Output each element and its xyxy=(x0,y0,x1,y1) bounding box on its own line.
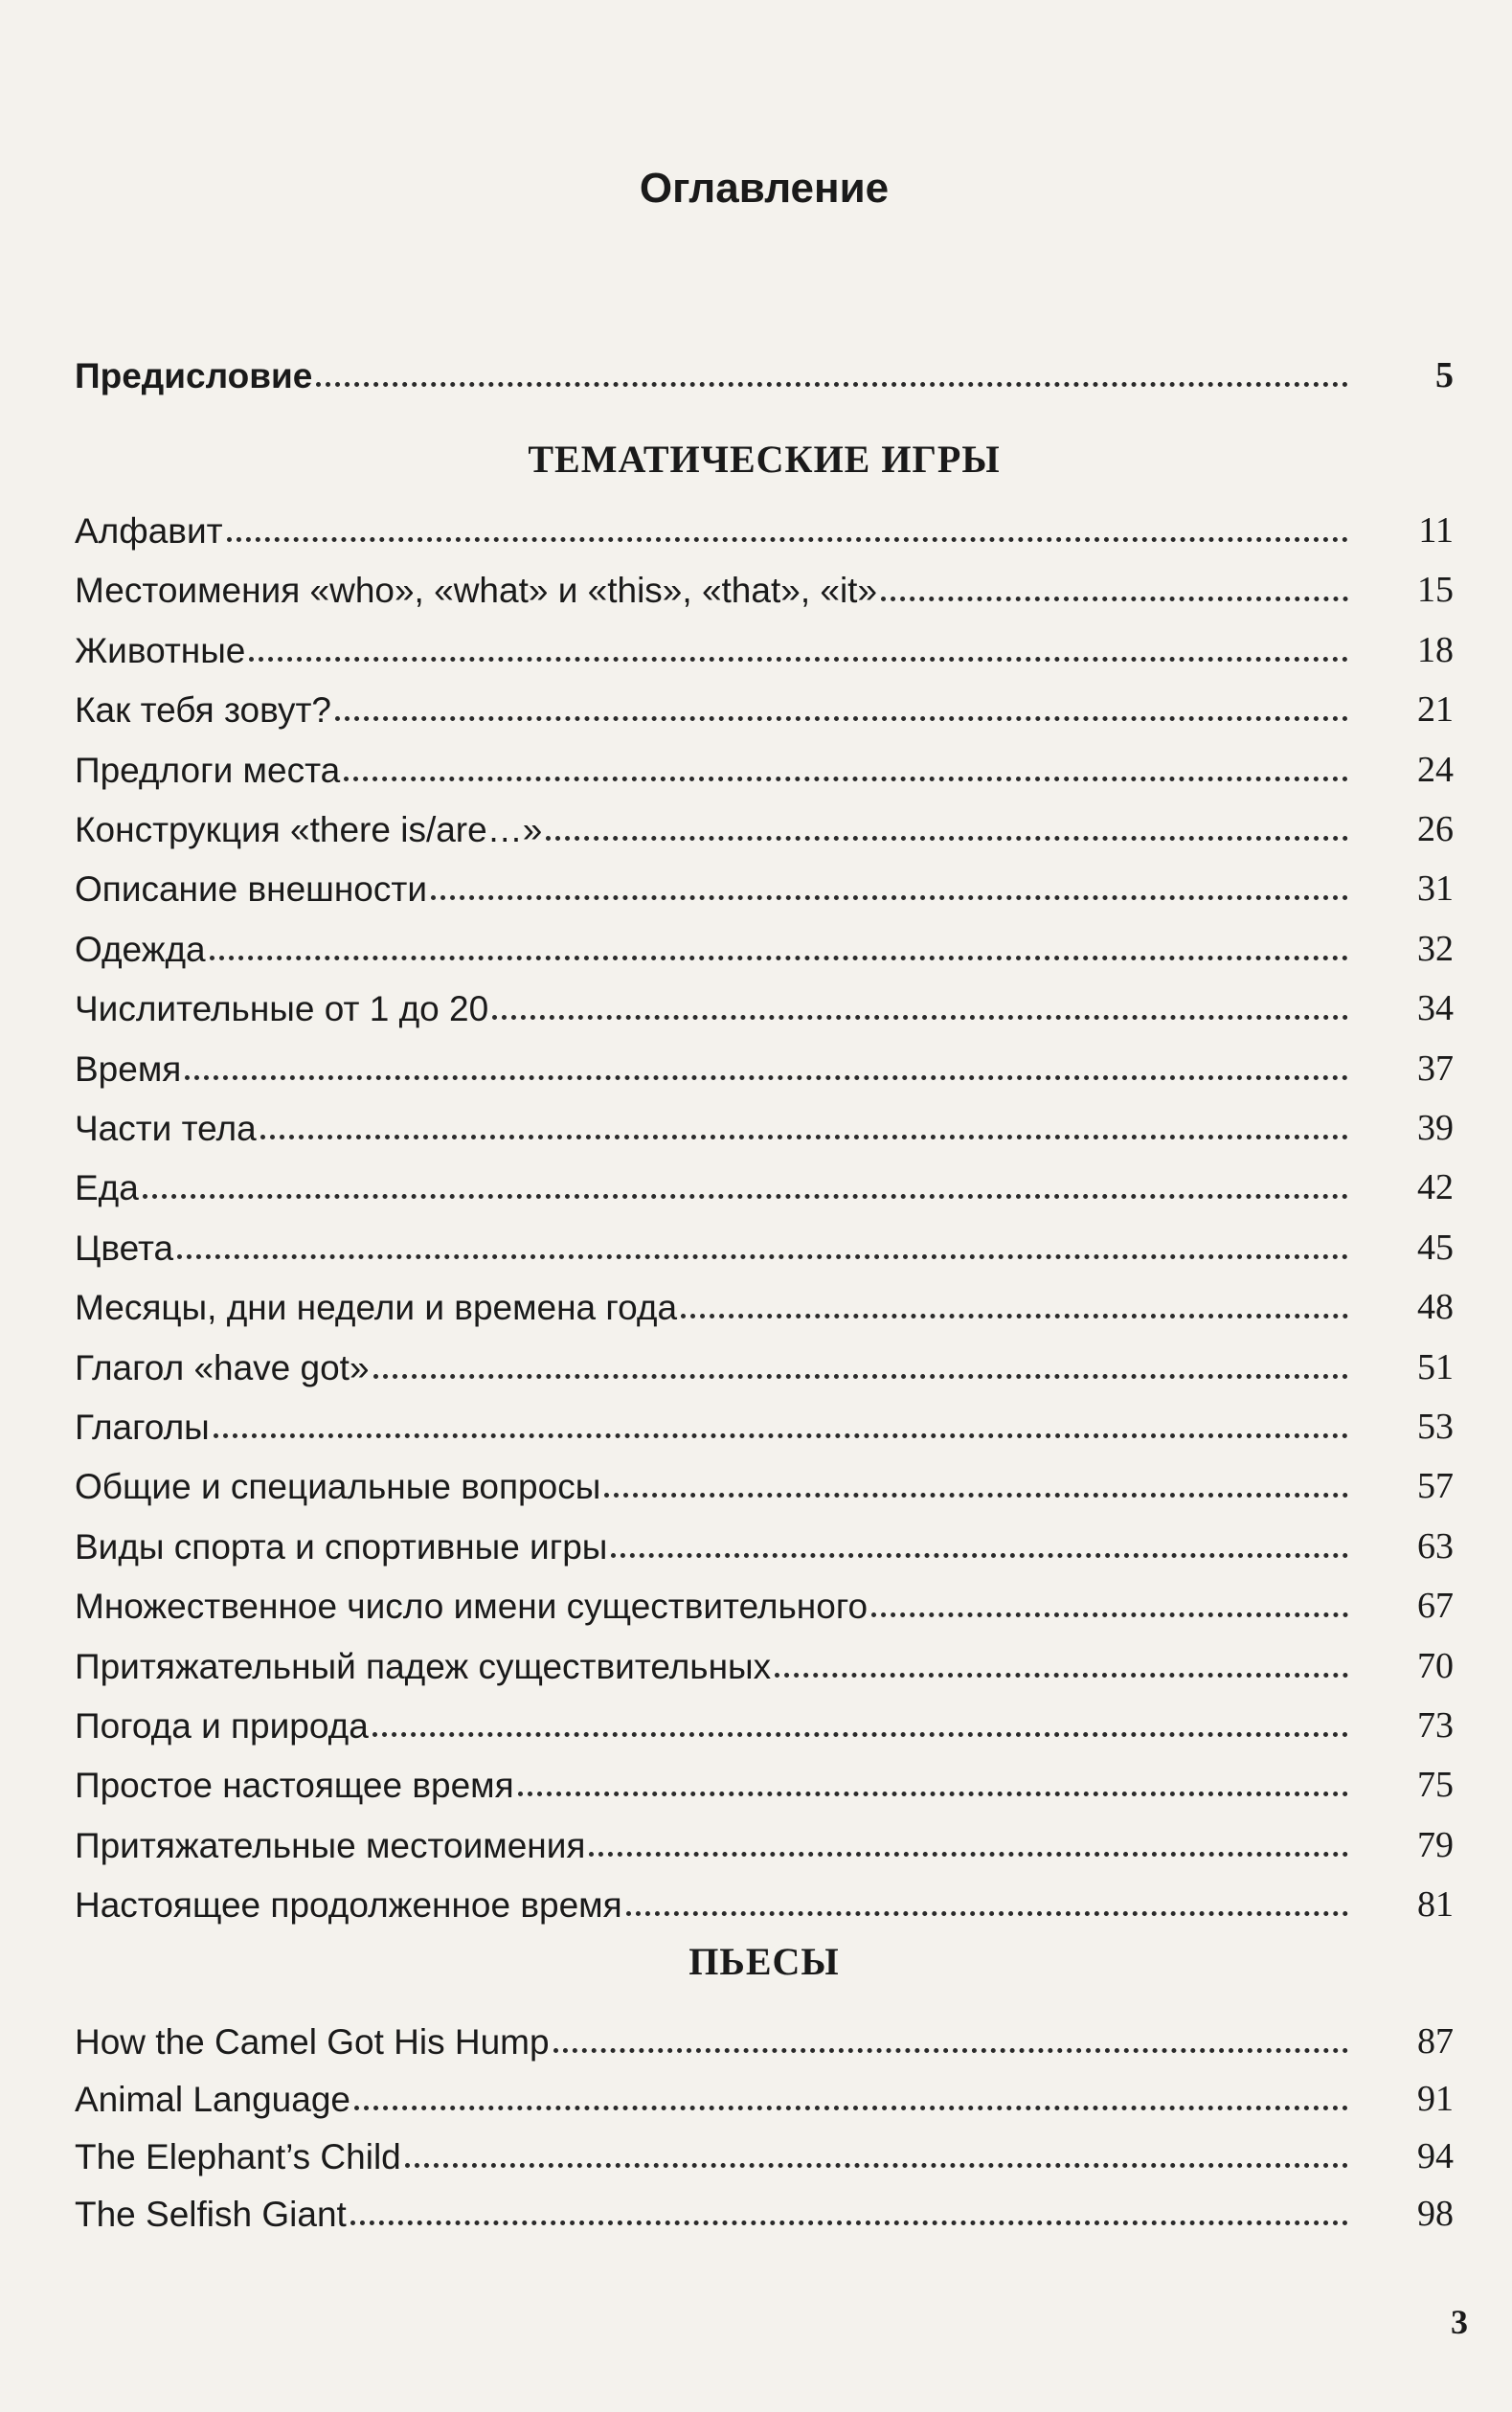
toc-entry-page: 75 xyxy=(1417,1765,1454,1806)
toc-entry-page: 91 xyxy=(1417,2079,1454,2119)
toc-entry xyxy=(75,1388,1454,1448)
toc-leader-dots xyxy=(405,2163,1348,2168)
toc-entry xyxy=(75,1448,1454,1507)
toc-entry-page: 18 xyxy=(1417,629,1454,670)
toc-entry-label: Притяжательный падеж существительных xyxy=(75,1646,772,1686)
toc-entry-label: Части тела xyxy=(75,1109,257,1148)
toc-entry xyxy=(75,2175,1454,2235)
toc-entry xyxy=(75,1687,1454,1747)
toc-leader-dots xyxy=(177,1254,1348,1259)
toc-entry xyxy=(75,850,1454,910)
toc-entry-label: How the Camel Got His Hump xyxy=(75,2022,550,2062)
toc-entry-label: Месяцы, дни недели и времена года xyxy=(75,1288,678,1328)
toc-entry xyxy=(75,970,1454,1029)
toc-entry-page: 21 xyxy=(1417,689,1454,731)
toc-entry-label: Описание внешности xyxy=(75,869,427,910)
toc-leader-dots xyxy=(626,1911,1348,1916)
toc-entry xyxy=(75,2061,1454,2120)
toc-entry xyxy=(75,1329,1454,1388)
toc-entry-page: 11 xyxy=(1418,510,1454,551)
toc-entry-page: 53 xyxy=(1417,1407,1454,1447)
toc-entry-page: 39 xyxy=(1417,1108,1454,1148)
toc-entry-page: 45 xyxy=(1417,1227,1454,1268)
toc-entry-page: 70 xyxy=(1417,1645,1454,1686)
toc-entry-label: Местоимения «who», «what» и «this», «that», «it» xyxy=(75,571,878,611)
toc-entry-label: Погода и природа xyxy=(75,1706,369,1746)
toc-leader-dots xyxy=(260,1135,1348,1139)
toc-entry-label: The Selfish Giant xyxy=(75,2195,347,2234)
toc-entry-label: Animal Language xyxy=(75,2080,350,2119)
toc-leader-dots xyxy=(227,537,1348,542)
toc-leader-dots xyxy=(372,1732,1348,1737)
toc-entry-page: 94 xyxy=(1417,2136,1454,2176)
toc-entry xyxy=(75,2003,1454,2063)
toc-entry-page: 15 xyxy=(1417,570,1454,611)
page-title: Оглавление xyxy=(639,165,890,212)
toc-entry-page: 31 xyxy=(1417,868,1454,910)
toc-entry xyxy=(75,1030,1454,1090)
toc-entry-page: 26 xyxy=(1417,809,1454,849)
toc-entry-page: 87 xyxy=(1417,2021,1454,2062)
toc-entry-label: Притяжательные местоимения xyxy=(75,1825,586,1865)
toc-leader-dots xyxy=(373,1374,1348,1379)
toc-entry xyxy=(75,1508,1454,1567)
section-heading: ТЕМАТИЧЕСКИЕ ИГРЫ xyxy=(528,438,1001,481)
toc-entry xyxy=(75,2118,1454,2177)
toc-leader-dots xyxy=(611,1553,1348,1558)
toc-entry xyxy=(75,1628,1454,1687)
toc-entry-page: 48 xyxy=(1417,1287,1454,1328)
toc-leader-dots xyxy=(316,382,1348,387)
toc-entry xyxy=(75,671,1454,731)
toc-entry xyxy=(75,612,1454,671)
section-heading: ПЬЕСЫ xyxy=(688,1940,840,1983)
toc-entry-label: Время xyxy=(75,1048,182,1089)
toc-entry-label: The Elephant’s Child xyxy=(75,2137,401,2176)
toc-leader-dots xyxy=(344,777,1348,781)
toc-entry-label: Как тебя зовут? xyxy=(75,690,331,731)
toc-entry-label: Глаголы xyxy=(75,1408,210,1447)
toc-leader-dots xyxy=(210,956,1348,960)
toc-entry xyxy=(75,1807,1454,1866)
toc-leader-dots xyxy=(546,836,1348,841)
toc-entry-page: 34 xyxy=(1417,988,1454,1029)
toc-leader-dots xyxy=(214,1433,1348,1438)
toc-leader-dots xyxy=(354,2106,1348,2110)
toc-leader-dots xyxy=(431,895,1348,900)
toc-leader-dots xyxy=(681,1314,1348,1319)
toc-leader-dots xyxy=(604,1493,1348,1498)
toc-entry-label: Животные xyxy=(75,630,246,670)
toc-leader-dots xyxy=(335,716,1348,721)
toc-leader-dots xyxy=(881,597,1348,601)
toc-entry-page: 67 xyxy=(1417,1586,1454,1627)
toc-leader-dots xyxy=(518,1792,1348,1796)
toc-entry-label: Еда xyxy=(75,1168,139,1208)
toc-entry-page: 81 xyxy=(1417,1884,1454,1926)
toc-entry-label: Простое настоящее время xyxy=(75,1766,514,1806)
toc-entry-label: Конструкция «there is/are…» xyxy=(75,810,543,849)
toc-entry-page: 5 xyxy=(1435,355,1454,395)
toc-entry-label: Глагол «have got» xyxy=(75,1347,370,1387)
toc-leader-dots xyxy=(553,2048,1348,2053)
toc-entry-label: Цвета xyxy=(75,1228,174,1268)
toc-entry-page: 37 xyxy=(1417,1048,1454,1089)
toc-entry xyxy=(75,1567,1454,1627)
toc-entry-page: 32 xyxy=(1417,928,1454,969)
toc-entry xyxy=(75,1866,1454,1926)
toc-leader-dots xyxy=(871,1612,1348,1617)
toc-entry-page: 98 xyxy=(1417,2194,1454,2234)
toc-leader-dots xyxy=(249,657,1348,662)
toc-entry xyxy=(75,337,1454,396)
toc-entry-page: 57 xyxy=(1417,1466,1454,1507)
page-number: 3 xyxy=(1451,2303,1468,2341)
toc-entry xyxy=(75,1209,1454,1269)
toc-entry xyxy=(75,1747,1454,1806)
toc-entry-page: 79 xyxy=(1417,1824,1454,1865)
toc-entry-page: 42 xyxy=(1417,1167,1454,1208)
toc-entry-label: Виды спорта и спортивные игры xyxy=(75,1526,608,1567)
toc-entry-page: 24 xyxy=(1417,749,1454,790)
toc-entry xyxy=(75,1149,1454,1208)
toc-leader-dots xyxy=(350,2220,1348,2225)
toc-leader-dots xyxy=(775,1673,1348,1678)
toc-entry xyxy=(75,791,1454,850)
toc-entry-label: Числительные от 1 до 20 xyxy=(75,989,489,1029)
toc-entry-label: Одежда xyxy=(75,929,206,969)
toc-leader-dots xyxy=(143,1194,1348,1199)
toc-entry-label: Предисловие xyxy=(75,356,313,395)
toc-entry xyxy=(75,492,1454,552)
toc-entry xyxy=(75,1269,1454,1328)
toc-leader-dots xyxy=(185,1075,1348,1080)
toc-entry-label: Настоящее продолженное время xyxy=(75,1885,622,1926)
toc-entry-label: Предлоги места xyxy=(75,750,341,790)
toc-entry-page: 73 xyxy=(1417,1705,1454,1746)
toc-entry-label: Общие и специальные вопросы xyxy=(75,1467,601,1507)
toc-entry xyxy=(75,552,1454,611)
toc-entry-page: 63 xyxy=(1417,1525,1454,1567)
toc-entry-label: Алфавит xyxy=(75,511,223,551)
toc-entry xyxy=(75,1090,1454,1149)
toc-entry xyxy=(75,732,1454,791)
toc-leader-dots xyxy=(589,1852,1348,1857)
toc-entry xyxy=(75,911,1454,970)
toc-entry-label: Множественное число имени существительного xyxy=(75,1587,869,1627)
toc-entry-page: 51 xyxy=(1417,1346,1454,1387)
toc-leader-dots xyxy=(492,1015,1348,1020)
